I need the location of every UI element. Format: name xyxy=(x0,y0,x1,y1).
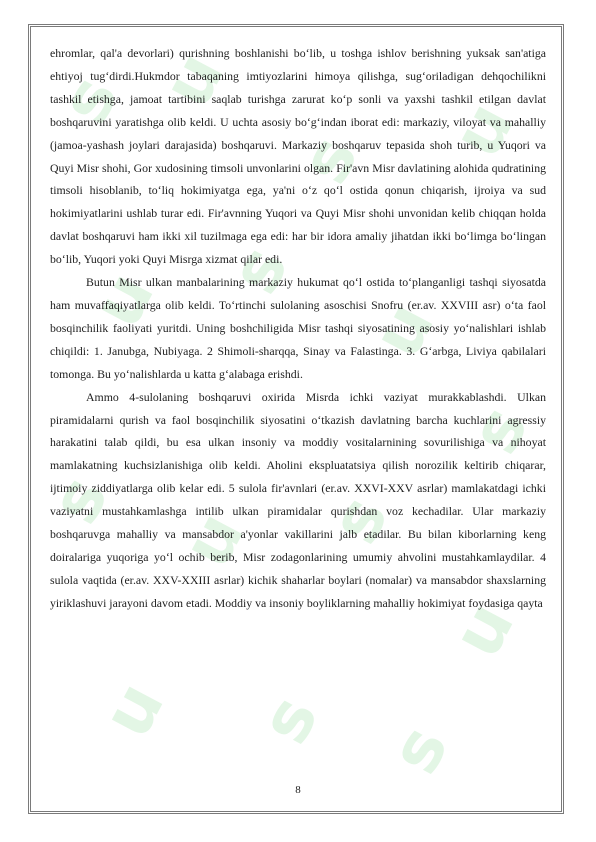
document-body xyxy=(45,39,546,615)
watermark-glyph: u xyxy=(87,669,181,750)
watermark-glyph: s xyxy=(215,233,305,307)
paragraph: Butun Misr ulkan manbalarining markaziy hukumat qo‘l ostida to‘planganligi tashqi siyosatda ham muvaffaqiyatlarga olib keldi. To‘rtinchi sulolaning asoschisi Snofru (er.av. XXVIII asr) o‘ta faol bosqinchilik faoliyati yuritdi. Uning boshchiligida Misr tashqi siyosatining asosiy yo‘nalishlari ishlab chiqildi: 1. Janubga, Nubiyaga. 2 Shimoli-sharqqa, Sinay va Falastinga. 3. G‘arbga, Liviya qabilalari tomonga. Bu yo‘nalishlarda u katta g‘alabaga erishdi. xyxy=(50,275,546,381)
watermark-glyph: u xyxy=(357,289,451,370)
watermark-glyph: s xyxy=(35,463,125,537)
watermark-glyph: s xyxy=(315,483,405,557)
page-number: 8 xyxy=(295,784,301,796)
watermark-glyph: u xyxy=(147,39,241,120)
watermark-glyph: s xyxy=(245,683,335,757)
watermark-glyph: s xyxy=(455,393,545,467)
watermark-glyph: u xyxy=(77,259,171,340)
paragraph: ehromlar, qal'a devorlari) qurishning boshlanishi bo‘lib, u toshga ishlov berishning yuksak san'atiga ehtiyoj tug‘dirdi.Hukmdor tabaqaning imtiyozlarini himoya qilishga, sug‘oriladigan dehqochilikni tashkil etishga, jamoat tartibini saqlab turishga zarurat ko‘p sonli va yaxshi tashkil etilgan davlat boshqaruvini yaratishga olib keldi. U uchta asosiy bo‘g‘indan iborat edi: markaziy, viloyat va mahalliy (jamoa-yashash joylari darajasida) boshqaruvi. Markaziy boshqaruv tepasida shoh turib, u Yuqori va Quyi Misr shohi, Gor xudosining timsoli unvonlarini olgan. Fir'avn Misr davlatining alohida qudratining timsoli hisoblanib, to‘liq hokimiyatga ega, ya'ni o‘z qo‘l ostida qonun chiqarish, ijroiya va sud hokimiyatlarini ushlab turar edi. Fir'avnning Yuqori va Quyi Misr shohi unvonidan kelib chiqqan holda davlat boshqaruvi ham ikki xil tuzilmaga ega edi: har bir idora amaliy jihatdan ikki bo‘limga bo‘lingan bo‘lib, Yuqori yoki Quyi Misrga xizmat qilar edi. xyxy=(50,46,546,267)
watermark-glyph: s xyxy=(285,123,375,197)
watermark-glyph: s xyxy=(375,713,465,787)
watermark-glyph: u xyxy=(167,499,261,580)
paragraph: Ammo 4-sulolaning boshqaruvi oxirida Misrda ichki vaziyat murakkablashdi. Ulkan piramidalarni qurish va faol bosqinchilik siyosatini o‘tkazish davlatning barcha kuchlarini agressiy harakatini talab qildi, bu esa ulkan insoniy va moddiy vositalarnining sovurilishiga va nihoyat mamlakatning kuchsizlanishiga olib keldi. Aholini ekspluatatsiya qilish norozilik keltirib chiqarar, ijtimoiy ziddiyatlarga olib kelar edi. 5 sulola fir'avnlari (er.av. XXVI-XXV asrlar) mamlakatdagi ichki vaziyatni mustahkamlashga intilib ulkan piramidalar qurishdan voz kechadilar. Ular markaziy boshqaruvga mahalliy va mansabdor a'yonlar vakillarini jalb etadilar. Bu bilan kiborlarning keng doiralariga yuqoriga yo‘l ochib berib, Misr zodagonlarining umumiy ahvolini mustahkamlaydilar. 4 sulola vaqtida (er.av. XXV-XXIII asrlar) kichik shaharlar boylari (nomalar) va mansabdor shaxslarning yiriklashuvi jarayoni davom etadi. Moddiy va insoniy boyliklarning mahalliy hokimiyat foydasiga qayta xyxy=(50,389,546,610)
watermark-glyph: u xyxy=(437,589,531,670)
watermark-glyph: u xyxy=(437,89,531,170)
watermark-glyph: s xyxy=(45,63,135,137)
